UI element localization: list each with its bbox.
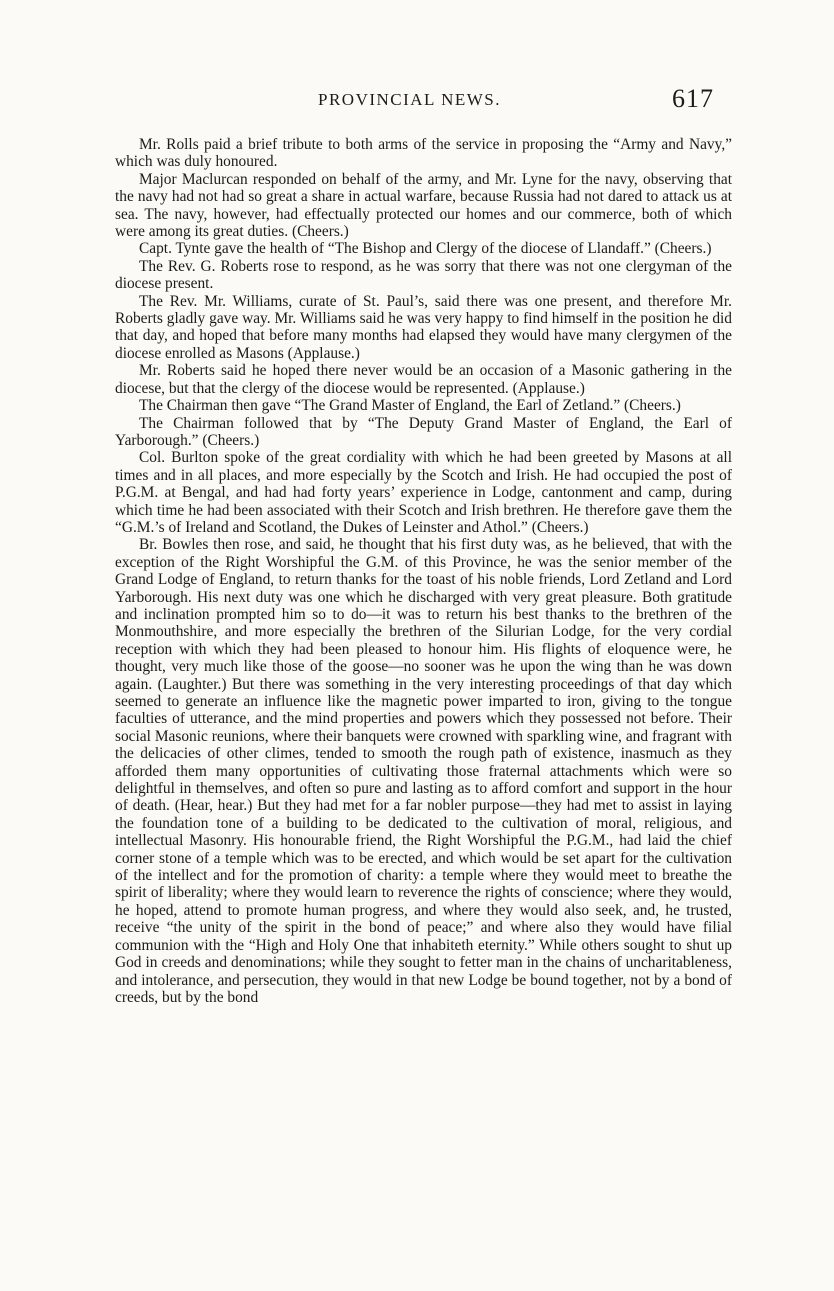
paragraph-roberts-rise: The Rev. G. Roberts rose to respond, as he was sorry that there was not one clergyman of the diocese present.: [115, 257, 732, 293]
paragraph-burlton-speech: Col. Burlton spoke of the great cordiality with which he had been greeted by Masons at all times and in all places, and more especially by the Scotch and Irish. He had occupied the post of P.G.M. at Bengal, and had had forty years’ experience in Lodge, cantonment and camp, during which time he had been associated with their Scotch and Irish brethren. He therefore gave them the “G.M.’s of Ireland and Scotland, the Dukes of Leinster and Athol.” (Cheers.): [115, 449, 732, 536]
page-number: 617: [672, 84, 714, 113]
article-body: [115, 136, 732, 1006]
paragraph-zetland-toast: The Chairman then gave “The Grand Master of England, the Earl of Zetland.” (Cheers.): [139, 397, 681, 415]
paragraph-army-navy-toast: Mr. Rolls paid a brief tribute to both arms of the service in proposing the “Army and Navy,” which was duly honoured.: [115, 136, 732, 171]
paragraph-roberts-hope: Mr. Roberts said he hoped there never would be an occasion of a Masonic gathering in the diocese, but that the clergy of the diocese would be represented. (Applause.): [115, 362, 732, 397]
paragraph-bishop-toast: Capt. Tynte gave the health of “The Bishop and Clergy of the diocese of Llandaff.” (Cheers.): [139, 240, 712, 258]
running-head: PROVINCIAL NEWS.: [318, 90, 501, 109]
paragraph-maclurcan-response: Major Maclurcan responded on behalf of the army, and Mr. Lyne for the navy, observing that the navy had not had so great a share in actual warfare, because Russia had not dared to attack us at sea. The navy, however, had effectually protected our homes and our commerce, both of which were among its great duties. (Cheers.): [115, 170, 732, 241]
paragraph-bowles-speech: Br. Bowles then rose, and said, he thought that his first duty was, as he believed, that with the exception of the Right Worshipful the G.M. of this Province, he was the senior member of the Grand Lodge of England, to return thanks for the toast of his noble friends, Lord Zetland and Lord Yarborough. His next duty was one which he discharged with very great pleasure. Both gratitude and inclination prompted him so to do—it was to return his best thanks to the brethren of the Monmouthshire, and more especially the brethren of the Silurian Lodge, for the very cordial reception with which they had been pleased to honour him. His flights of eloquence were, he thought, very much like those of the goose—no sooner was he upon the wing than he was down again. (Laughter.) But there was something in the very interesting proceedings of that day which seemed to generate an influence like the magnetic power imparted to iron, giving to the tongue faculties of utterance, and the mind properties and powers which they possessed not before. Their social Masonic reunions, where their banquets were crowned with sparkling wine, and fragrant with the delicacies of other climes, tended to smooth the rough path of existence, inasmuch as they afforded them many opportunities of cultivating those fraternal attachments which were so delightful in themselves, and often so pure and lasting as to afford comfort and support in the hour of death. (Hear, hear.) But they had met for a far nobler purpose—they had met to assist in laying the foundation tone of a building to be dedicated to the cultivation of moral, religious, and intellectual Masonry. His honourable friend, the Right Worshipful the P.G.M., had laid the chief corner stone of a temple which was to be erected, and which would be set apart for the cultivation of the intellect and for the promotion of charity: a temple where they would meet to breathe the spirit of liberality; where they would learn to reverence the rights of conscience; where they would, he hoped, attend to promote human progress, and where they would also seek, and, he trusted, receive “the unity of the spirit in the bond of peace;” and where also they would have filial communion with the “High and Holy One that inhabiteth eternity.” While others sought to shut up God in creeds and denominations; while they sought to fetter man in the chains of uncharitableness, and intolerance, and persecution, they would in that new Lodge be bound together, not by a bond of creeds, but by the bond: [115, 536, 732, 1006]
page-header: [0, 84, 834, 122]
paragraph-yarborough-toast: The Chairman followed that by “The Deputy Grand Master of England, the Earl of Yarborough.” (Cheers.): [115, 414, 732, 449]
paragraph-williams-response: The Rev. Mr. Williams, curate of St. Paul’s, said there was one present, and therefore Mr. Roberts gladly gave way. Mr. Williams said he was very happy to find himself in the position he did that day, and hoped that before many months had elapsed they would have many clergymen of the diocese enrolled as Masons (Applause.): [115, 292, 732, 362]
